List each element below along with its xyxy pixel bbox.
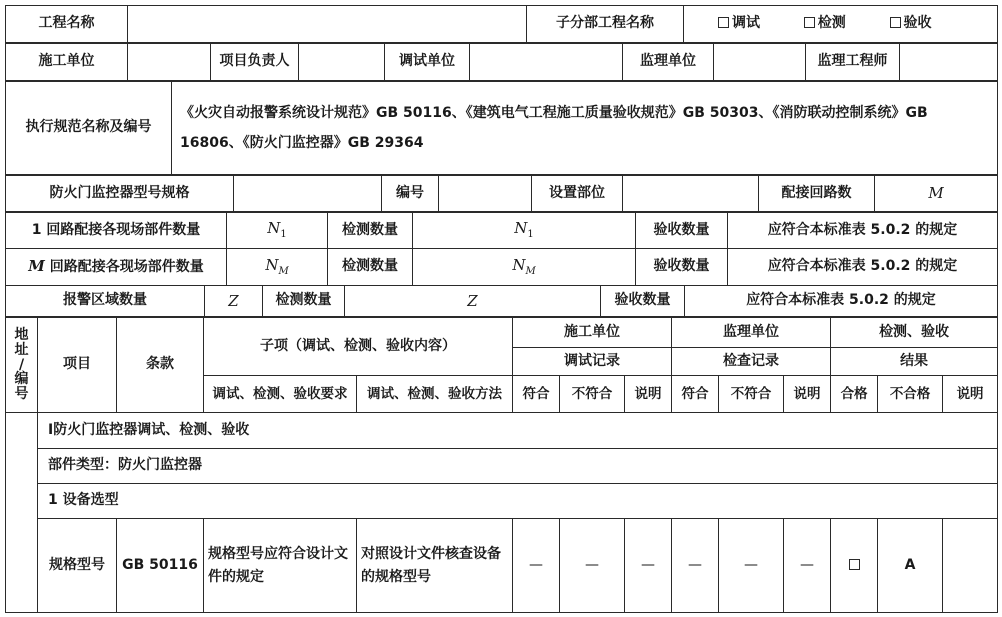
supervision-unit-field[interactable] <box>714 44 806 81</box>
circuit-row <box>6 249 998 286</box>
construction-unit-label: 施工单位 <box>6 44 128 81</box>
project-name-field[interactable] <box>128 6 527 43</box>
checkbox-icon <box>849 559 860 570</box>
standards-band <box>5 81 997 175</box>
requirement-cell: 规格型号应符合设计文件的规定 <box>204 519 357 613</box>
circuit-row <box>6 213 998 249</box>
sub-project-label: 子分部工程名称 <box>527 6 684 43</box>
accept-label: 验收数量 <box>636 249 728 286</box>
device-model-label: 防火门监控器型号规格 <box>6 176 234 212</box>
inspect-label: 检测数量 <box>328 213 413 249</box>
option-accept-checkbox[interactable]: 验收 <box>890 15 932 31</box>
supervision-nonconform-cell[interactable]: — <box>719 519 784 613</box>
option-debug-checkbox[interactable]: 调试 <box>718 15 760 31</box>
supervision-unit-label: 监理单位 <box>623 44 714 81</box>
note-header: 说明 <box>943 376 998 413</box>
supervision-note-cell[interactable]: — <box>784 519 831 613</box>
record-table-band <box>5 317 997 612</box>
option-inspect-checkbox[interactable]: 检测 <box>804 15 846 31</box>
note-header: 说明 <box>625 376 672 413</box>
circuit-count: $N_1$ <box>227 213 328 249</box>
device-band <box>5 175 997 212</box>
project-name-band <box>5 5 997 43</box>
standards-text: 《火灾自动报警系统设计规范》GB 50116、《建筑电气工程施工质量验收规范》GB 50303、《消防联动控制系统》GB 16806、《防火门监控器》GB 29364 <box>172 82 998 175</box>
address-blank <box>6 413 38 613</box>
pass-checkbox[interactable] <box>831 519 878 613</box>
checkbox-icon <box>890 17 901 28</box>
supervising-engineer-field[interactable] <box>900 44 998 81</box>
inspect-count: $N_M$ <box>413 249 636 286</box>
circuits-value: M <box>875 176 998 212</box>
conform-header: 符合 <box>513 376 560 413</box>
construction-note-cell[interactable]: — <box>625 519 672 613</box>
debug-unit-label: 调试单位 <box>385 44 470 81</box>
device-location-label: 设置部位 <box>532 176 623 212</box>
accept-rule: 应符合本标准表 5.0.2 的规定 <box>685 286 998 317</box>
circuits-label: 配接回路数 <box>759 176 875 212</box>
subitem-header: 子项（调试、检测、验收内容） <box>204 318 513 376</box>
inspection-record-form <box>5 5 997 612</box>
section-row <box>6 484 998 519</box>
result-header-top: 检测、验收 <box>831 318 998 348</box>
supervision-record-header: 检查记录 <box>672 348 831 376</box>
fail-header: 不合格 <box>878 376 943 413</box>
construction-conform-cell[interactable]: — <box>513 519 560 613</box>
accept-rule: 应符合本标准表 5.0.2 的规定 <box>728 213 998 249</box>
construction-unit-field[interactable] <box>128 44 211 81</box>
device-number-field[interactable] <box>439 176 532 212</box>
conform-header: 符合 <box>672 376 719 413</box>
pass-header: 合格 <box>831 376 878 413</box>
alarm-zone-band <box>5 285 997 317</box>
clause-header: 条款 <box>117 318 204 413</box>
inspect-label: 检测数量 <box>328 249 413 286</box>
requirement-header: 调试、检测、验收要求 <box>204 376 357 413</box>
construction-record-header: 调试记录 <box>513 348 672 376</box>
standards-label: 执行规范名称及编号 <box>6 82 172 175</box>
inspect-count: Z <box>345 286 601 317</box>
parties-band <box>5 43 997 81</box>
supervision-record-header-top: 监理单位 <box>672 318 831 348</box>
result-note-cell[interactable] <box>943 519 998 613</box>
section-title: Ⅰ防火门监控器调试、检测、验收 <box>38 413 998 449</box>
subsection-title: 1 设备选型 <box>38 484 998 519</box>
clause-cell: GB 50116 <box>117 519 204 613</box>
construction-record-header-top: 施工单位 <box>513 318 672 348</box>
device-location-field[interactable] <box>623 176 759 212</box>
project-leader-field[interactable] <box>299 44 385 81</box>
note-header: 说明 <box>784 376 831 413</box>
accept-label: 验收数量 <box>601 286 685 317</box>
supervising-engineer-label: 监理工程师 <box>806 44 900 81</box>
construction-nonconform-cell[interactable]: — <box>560 519 625 613</box>
method-cell: 对照设计文件核查设备的规格型号 <box>357 519 513 613</box>
method-header: 调试、检测、验收方法 <box>357 376 513 413</box>
nonconform-header: 不符合 <box>560 376 625 413</box>
accept-label: 验收数量 <box>636 213 728 249</box>
circuit-band <box>5 212 997 285</box>
circuit-count: $N_M$ <box>227 249 328 286</box>
address-header: 地址/编号 <box>6 318 38 413</box>
alarm-zone-count: Z <box>205 286 263 317</box>
column-header-row <box>6 318 998 348</box>
debug-unit-field[interactable] <box>470 44 623 81</box>
nonconform-header: 不符合 <box>719 376 784 413</box>
device-model-field[interactable] <box>234 176 382 212</box>
result-header: 结果 <box>831 348 998 376</box>
inspect-label: 检测数量 <box>263 286 345 317</box>
checkbox-icon <box>804 17 815 28</box>
section-row <box>6 449 998 484</box>
result-grade: A <box>878 519 943 613</box>
circuit-label: M 回路配接各现场部件数量 <box>6 249 227 286</box>
item-cell: 规格型号 <box>38 519 117 613</box>
checkbox-icon <box>718 17 729 28</box>
inspect-count: $N_1$ <box>413 213 636 249</box>
item-header: 项目 <box>38 318 117 413</box>
data-row <box>6 519 998 613</box>
supervision-conform-cell[interactable]: — <box>672 519 719 613</box>
project-name-label: 工程名称 <box>6 6 128 43</box>
accept-rule: 应符合本标准表 5.0.2 的规定 <box>728 249 998 286</box>
project-leader-label: 项目负责人 <box>211 44 299 81</box>
component-type: 部件类型：防火门监控器 <box>38 449 998 484</box>
device-number-label: 编号 <box>382 176 439 212</box>
circuit-label: 1 回路配接各现场部件数量 <box>6 213 227 249</box>
alarm-zone-label: 报警区域数量 <box>6 286 205 317</box>
section-row <box>6 413 998 449</box>
mode-options <box>684 6 998 43</box>
